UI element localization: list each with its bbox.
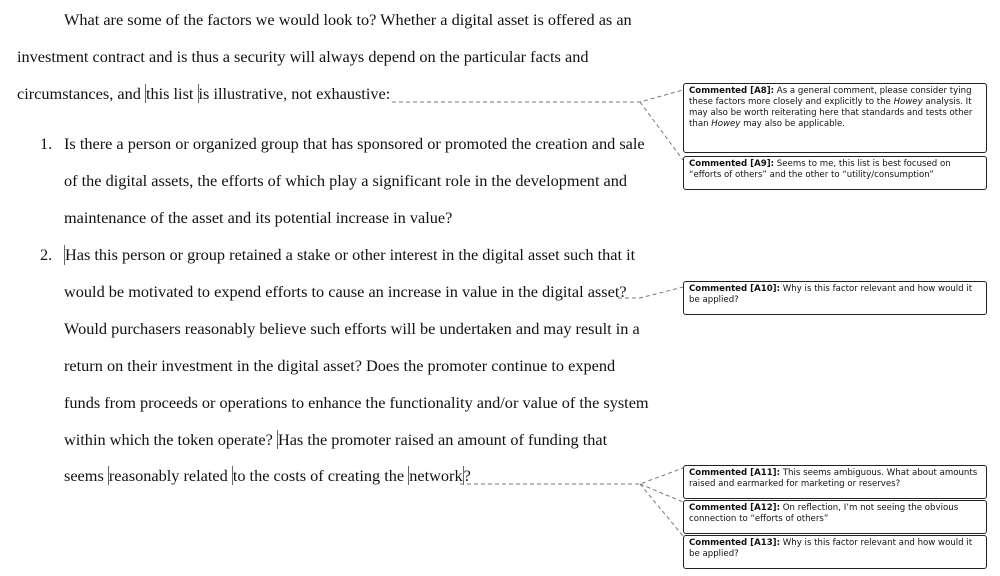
item1-line-3: maintenance of the asset and its potential increase in value? bbox=[64, 208, 453, 227]
question-mark: ? bbox=[463, 466, 471, 485]
intro-text: circumstances, and bbox=[17, 84, 145, 103]
comment-text: Why is this factor relevant and how would it be applied? bbox=[689, 284, 973, 305]
comment-a11[interactable] bbox=[683, 465, 987, 499]
item2-line-6-text: within which the token operate? bbox=[64, 430, 277, 449]
comment-anchor-a12[interactable]: reasonably related bbox=[108, 466, 232, 485]
comment-label: Commented [A8]: bbox=[689, 86, 775, 96]
item2-line-3: Would purchasers reasonably believe such efforts will be undertaken and may result in a bbox=[64, 319, 640, 338]
item1-line-1: Is there a person or organized group that has sponsored or promoted the creation and sale bbox=[64, 134, 645, 153]
intro-line-2: investment contract and is thus a security will always depend on the particular facts and bbox=[17, 47, 589, 66]
comment-anchor-a9[interactable]: is illustrative, not exhaustive: bbox=[198, 84, 391, 103]
comment-text: Why is this factor relevant and how would it be applied? bbox=[689, 538, 973, 559]
comment-italic: Howey bbox=[711, 119, 741, 129]
list-number-1: 1. bbox=[40, 134, 53, 153]
comment-text: This seems ambiguous. What about amounts raised and earmarked for marketing or reserves? bbox=[689, 468, 978, 489]
item2-line-4: return on their investment in the digital asset? Does the promoter continue to expend bbox=[64, 356, 616, 375]
comment-text: analysis. It may also be worth reiterating here that standards and tests other than bbox=[689, 97, 973, 129]
item2-line-7 bbox=[64, 466, 471, 486]
item2-line-6 bbox=[64, 430, 607, 450]
comment-label: Commented [A10]: bbox=[689, 284, 781, 294]
comment-label: Commented [A11]: bbox=[689, 468, 781, 478]
item2-line-7-text: seems bbox=[64, 466, 108, 485]
comment-a12[interactable] bbox=[683, 500, 987, 534]
comment-anchor-a13[interactable]: to the costs of creating the bbox=[232, 466, 409, 485]
comment-text: As a general comment, please consider tying these factors more closely and explicitly to the bbox=[689, 86, 972, 107]
comment-anchor-a11[interactable]: Has the promoter raised an amount of funding that bbox=[277, 430, 608, 449]
comment-label: Commented [A9]: bbox=[689, 159, 775, 169]
item1-line-2: of the digital assets, the efforts of which play a significant role in the development and bbox=[64, 171, 628, 190]
comment-label: Commented [A12]: bbox=[689, 503, 781, 513]
comment-text: Seems to me, this list is best focused on “efforts of others” and the other to “utility/consumption” bbox=[689, 159, 951, 180]
comment-text: may also be applicable. bbox=[740, 119, 845, 129]
comment-a10[interactable] bbox=[683, 281, 987, 315]
network-anchor[interactable]: network bbox=[409, 466, 463, 485]
comment-a9[interactable] bbox=[683, 156, 987, 190]
comment-text: On reflection, I’m not seeing the obvious connection to “efforts of others” bbox=[689, 503, 959, 524]
item2-line-5: funds from proceeds or operations to enhance the functionality and/or value of the system bbox=[64, 393, 649, 412]
list-number-2: 2. bbox=[40, 245, 53, 264]
intro-line-3 bbox=[17, 84, 390, 104]
comment-label: Commented [A13]: bbox=[689, 538, 781, 548]
comment-anchor-a8[interactable]: this list bbox=[145, 84, 198, 103]
item2-line-1[interactable]: Has this person or group retained a stake or other interest in the digital asset such that it bbox=[65, 245, 636, 264]
comment-a13[interactable] bbox=[683, 535, 987, 569]
item2-line-2: would be motivated to expend efforts to cause an increase in value in the digital asset? bbox=[64, 282, 627, 301]
intro-line-1: What are some of the factors we would look to? Whether a digital asset is offered as an bbox=[64, 10, 632, 29]
comment-italic: Howey bbox=[893, 97, 923, 107]
comment-a8[interactable] bbox=[683, 83, 987, 153]
